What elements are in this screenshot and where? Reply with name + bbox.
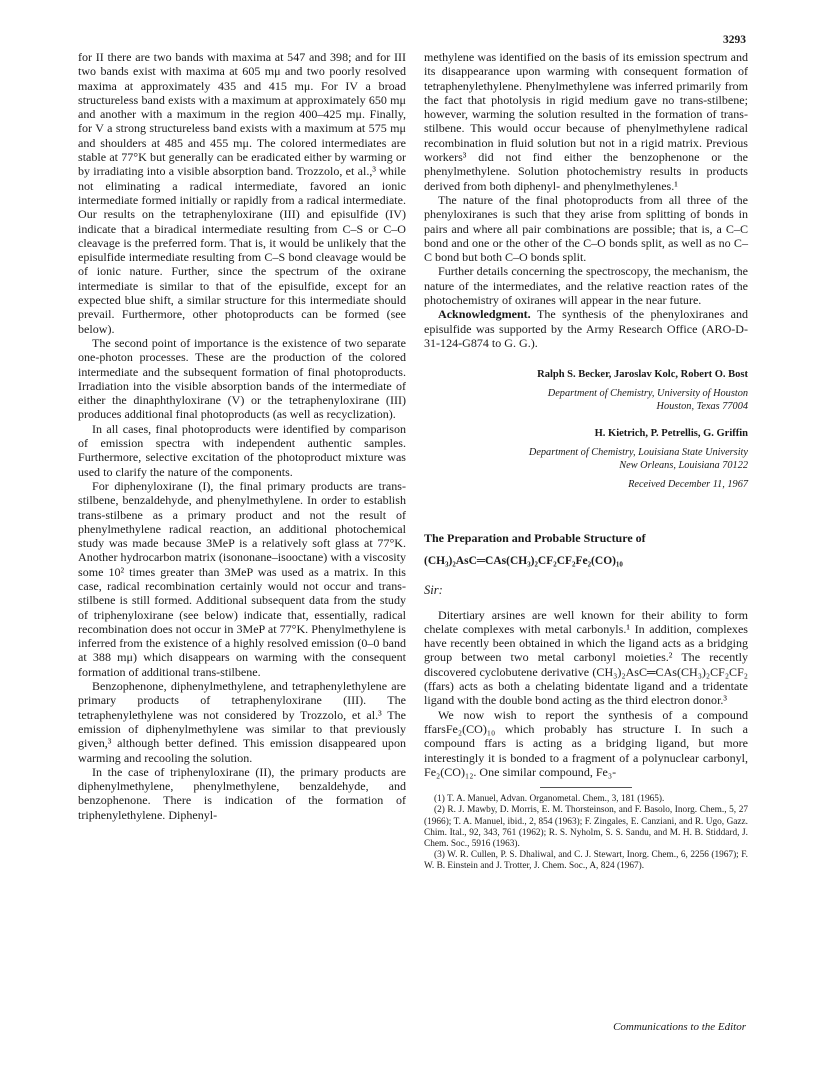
right-column xyxy=(424,50,748,873)
left-paragraph-3: In all cases, final photoproducts were identified by comparison of emission spectra with independent authentic samples. Furthermore, selective excitation of the photoproduct mixture was used to clarify the nature of the components. xyxy=(78,421,406,479)
affiliation-dept-2: Department of Chemistry, Louisiana State University xyxy=(528,447,748,459)
salutation: Sir: xyxy=(424,583,443,598)
left-paragraph-4: For diphenyloxirane (I), the final primary products are trans-stilbene, benzaldehyde, and phenylmethylene. In order to establish trans-stilbene as a primary product and not the result of phenylmethylene radical reaction, an additional photochemical study was made because 3MeP is a relatively soft glass at 77°K. Another hydrocarbon matrix (isononane–isooctane) with a viscosity some 10² times greater than 3MeP was used as a matrix. In this case, radical recombination certainly would not occur and trans-stilbene is still formed. Additional subsequent data from the study of triphenyloxirane (see below) indicate that, essentially, radical recombination does not occur in 3MeP at 77°K. Phenylmethylene is inferred from the existence of a highly resolved emission (0–0 band at 388 mμ) which disappears on warming with the consequent formation of additional trans-stilbene. xyxy=(78,478,406,679)
article-title-block xyxy=(424,531,748,569)
left-paragraph-5: Benzophenone, diphenylmethylene, and tetraphenylethylene are primary products of tetraphenyloxirane (III). The tetraphenylethylene was not considered by Trozzolo, et al.³ The emission of diphenylmethylene was similar to that previously given,³ although better defined. This emission disappeared upon warming and recooling the solution. xyxy=(78,679,406,765)
author-names-1: Ralph S. Becker, Jaroslav Kolc, Robert O. Bost xyxy=(537,369,748,381)
left-paragraph-6: In the case of triphenyloxirane (II), the primary products are diphenylmethylene, phenylmethylene, benzaldehyde, and benzophenone. There is indication of the formation of triphenylethylene. Diphenyl- xyxy=(78,764,406,822)
running-footer: Communications to the Editor xyxy=(613,1021,746,1033)
received-date: Received December 11, 1967 xyxy=(628,479,748,491)
footnote-1: (1) T. A. Manuel, Advan. Organometal. Chem., 3, 181 (1965). xyxy=(434,794,665,805)
left-paragraph-2: The second point of importance is the existence of two separate one-photon processes. These are the production of the colored intermediate and the subsequent formation of final photoproducts. Irradiation into the visible absorption bands of the intermediate of either the dinaphthyloxirane (V) or the tetraphenyloxirane (III) produces additional final photoproducts (as well as recyclization). xyxy=(78,335,406,422)
acknowledgment-text: The synthesis of the phenyloxiranes and episulfide was supported by the Army Research Office (ARO-D-31-124-G874 to G. G.). xyxy=(424,307,748,350)
author-block-2 xyxy=(424,427,748,491)
right-paragraph-3: Further details concerning the spectroscopy, the mechanism, the nature of the intermediates, and the relative reaction rates of the photochemistry of oxiranes will appear in the near future. xyxy=(424,264,748,308)
author-names-2: H. Kietrich, P. Petrellis, G. Griffin xyxy=(594,428,748,440)
article-title: The Preparation and Probable Structure of xyxy=(424,531,646,546)
acknowledgment xyxy=(424,307,748,350)
acknowledgment-heading: Acknowledgment. xyxy=(438,307,531,322)
footnote-divider xyxy=(540,787,632,788)
affiliation-city-2: New Orleans, Louisiana 70122 xyxy=(619,460,748,472)
page-number: 3293 xyxy=(723,34,746,46)
right-paragraph-2: The nature of the final photoproducts from all three of the phenyloxiranes is such that they arise from splitting of bonds in pairs and where all pair combinations are possible; that is, a C–C bond and one or the other of the C–O bonds split, as well as no C–C bond but both C–O bonds split. xyxy=(424,192,748,265)
left-paragraph-1: for II there are two bands with maxima at 547 and 398; and for III two bands exist with maxima at 605 mμ and two poorly resolved maxima at approximately 435 and 415 mμ. For IV a broad structureless band exists with a maximum at approximately 650 mμ and another with a maximum in the region 400–425 mμ. Finally, for V a strong structureless band exists with a maximum at 575 mμ and shoulders at 485 and 455 mμ. The colored intermediates are stable at 77°K but generally can be eradicated either by warming or by irradiating into a visible absorption band. Trozzolo, et al.,³ while not eliminating a radical intermediate, favored an ionic intermediate formed initially or rapidly from a radical intermediate. Our results on the tetraphenyloxirane (III) and episulfide (IV) indicate that a biradical intermediate resulting from C–S or C–O cleavage is the preferred form. That is, it would be unlikely that the episulfide intermediate resulting from C–S bond cleavage would be of ionic nature. Further, since the spectrum of the oxirane intermediate is similar to that of the episulfide, except for an expected blue shift, a similar structure for this intermediate should prevail. Furthermore, other photoproducts can be formed (see below). xyxy=(78,50,406,336)
article-paragraph-1: Ditertiary arsines are well known for their ability to form chelate complexes with metal carbonyls.¹ In addition, complexes have recently been obtained in which the ligand acts as a bridging group between two metal carbonyl moieties.² The recently discovered cyclobutene derivative (CH₃)₂AsC═CAs(CH₃)₂CF₂CF₂ (ffars) acts as both a chelating bidentate ligand and a tridentate ligand with the double bond acting as the third electron donor.³ xyxy=(424,607,748,708)
author-block-1 xyxy=(424,368,748,413)
left-column xyxy=(78,50,406,822)
footnotes xyxy=(424,794,748,872)
article-formula: (CH₃)₂AsC═CAs(CH₃)₂CF₂CF₂Fe₂(CO)₁₀ xyxy=(424,555,623,568)
affiliation-city-1: Houston, Texas 77004 xyxy=(656,401,748,413)
right-paragraph-1: methylene was identified on the basis of its emission spectrum and its disappearance upon warming with consequent formation of tetraphenylethylene. Phenylmethylene was inferred primarily from the fact that photolysis in rigid medium gave no trans-stilbene; however, warming the solution resulted in the formation of trans-stilbene. This would occur because of phenylmethylene radical recombination in fluid solution but not in a rigid matrix. Previous workers³ did not find either the benzophenone or the phenylmethylene. Solution photochemistry results in products derived from both diphenyl- and phenylmethylenes.¹ xyxy=(424,50,748,193)
affiliation-dept-1: Department of Chemistry, University of Houston xyxy=(547,388,748,400)
footnote-3: (3) W. R. Cullen, P. S. Dhaliwal, and C. J. Stewart, Inorg. Chem., 6, 2256 (1967); F. W. B. Einstein and J. Trotter, J. Chem. Soc., A, 824 (1967). xyxy=(424,850,748,872)
article-paragraph-2: We now wish to report the synthesis of a compound ffarsFe₂(CO)₁₀ which probably has structure I. In such a compound ffars is acting as a bridging ligand, but more interestingly it is bonded to a fragment of a polynuclear carbonyl, Fe₂(CO)₁₂. One similar compound, Fe₃- xyxy=(424,707,748,779)
footnote-2: (2) R. J. Mawby, D. Morris, E. M. Thorsteinson, and F. Basolo, Inorg. Chem., 5, 27 (1966); T. A. Manuel, ibid., 2, 854 (1963); F. Zingales, E. Canziani, and R. Ugo, Gazz. Chim. Ital., 92, 343, 761 (1962); R. S. Nyholm, S. S. Sandu, and M. H. B. Stiddard, J. Chem. Soc., 5916 (1963). xyxy=(424,805,748,849)
